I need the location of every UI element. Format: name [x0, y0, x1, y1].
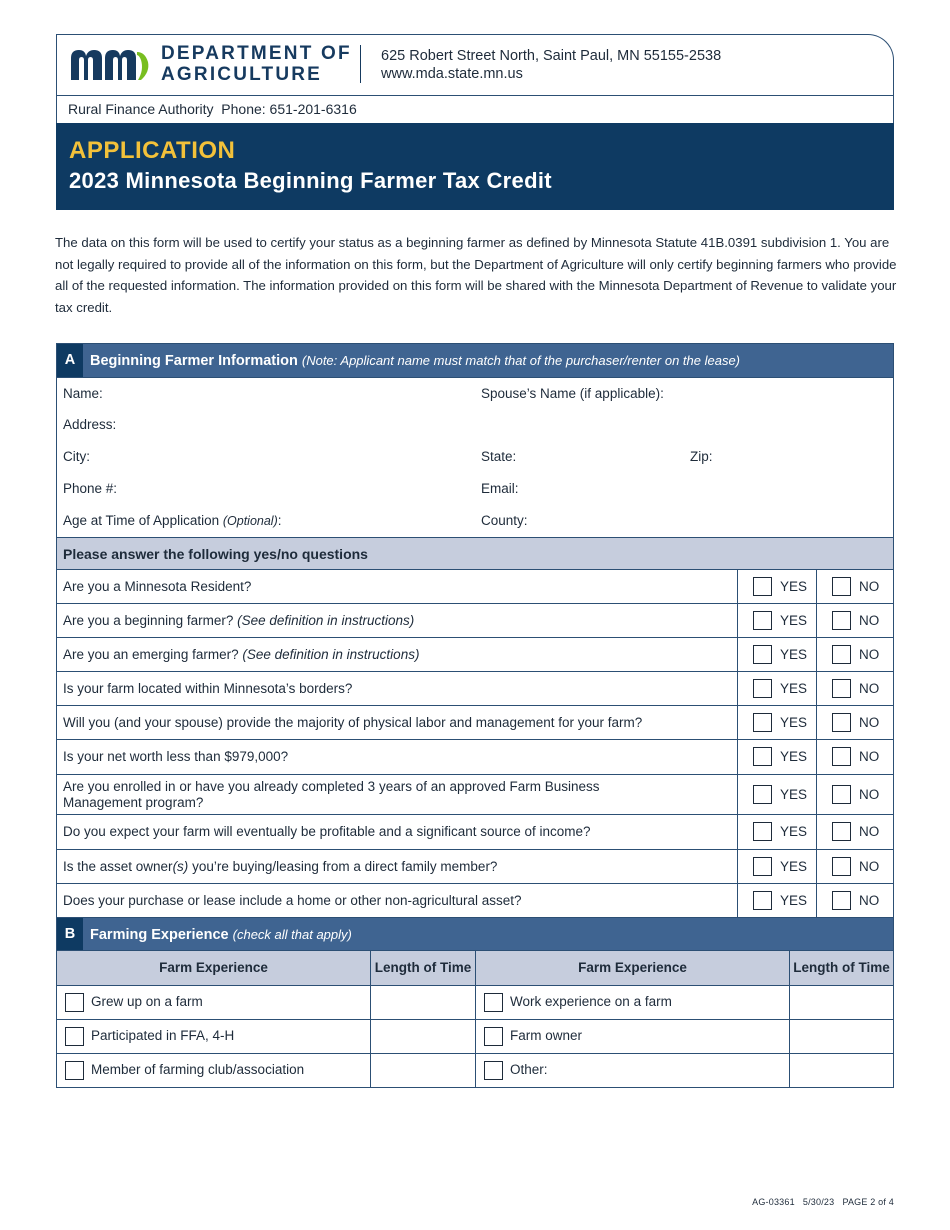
no-checkbox[interactable]	[832, 645, 851, 664]
yes-cell	[737, 672, 816, 705]
question-label: Is your farm located within Minnesota’s borders?	[63, 680, 353, 696]
no-checkbox[interactable]	[832, 713, 851, 732]
department-name	[161, 43, 352, 85]
question-text	[63, 570, 723, 603]
experience-checkbox[interactable]	[484, 1027, 503, 1046]
no-cell	[816, 775, 894, 814]
form-id: AG-03361	[752, 1197, 795, 1207]
question-row	[57, 774, 893, 814]
experience-option	[57, 1020, 370, 1054]
no-checkbox[interactable]	[832, 679, 851, 698]
length-of-time-input[interactable]	[371, 986, 475, 1020]
question-row	[57, 671, 893, 705]
yes-checkbox[interactable]	[753, 857, 772, 876]
yes-label: YES	[780, 646, 808, 662]
col-header-length: Length of Time	[371, 951, 475, 985]
experience-label: Farm owner	[510, 1028, 583, 1043]
section-a-title	[90, 344, 740, 378]
question-label: Is the asset owner	[63, 858, 173, 874]
section-a-header	[57, 344, 893, 377]
col-header-experience: Farm Experience	[57, 951, 370, 985]
no-cell	[816, 706, 894, 739]
mn-logo-icon	[69, 46, 151, 82]
experience-option	[57, 986, 370, 1020]
no-cell	[816, 850, 894, 883]
experience-option	[476, 1020, 789, 1054]
dept-line-2: AGRICULTURE	[161, 64, 323, 85]
yes-checkbox[interactable]	[753, 891, 772, 910]
question-label: Is your net worth less than $979,000?	[63, 749, 289, 764]
question-row	[57, 569, 893, 603]
no-label: NO	[859, 892, 880, 908]
yes-label: YES	[780, 612, 808, 628]
city-field[interactable]: City:	[63, 449, 90, 464]
no-label: NO	[859, 680, 880, 696]
no-cell	[816, 815, 894, 849]
yes-checkbox[interactable]	[753, 577, 772, 596]
intro-paragraph: The data on this form will be used to certify your status as a beginning farmer as defined by Minnesota Statute 41B.0391 subdivision 1. You are not legally required to provide all of the information on this form, but the Department of Agriculture will only certify beginning farmers who provide all of the requested information. The information provided on this form will be shared with the Minnesota Department of Revenue to validate your tax credit.	[55, 235, 897, 315]
section-b-letter: B	[57, 918, 83, 951]
yes-checkbox[interactable]	[753, 822, 772, 841]
experience-label: Participated in FFA, 4-H	[91, 1028, 235, 1043]
no-label: NO	[859, 646, 880, 662]
page-title: 2023 Minnesota Beginning Farmer Tax Credit	[69, 168, 552, 193]
experience-checkbox[interactable]	[484, 993, 503, 1012]
field-row-age	[57, 505, 893, 537]
yes-cell	[737, 815, 816, 849]
experience-label: Other:	[510, 1062, 548, 1077]
col-header-length: Length of Time	[790, 951, 893, 985]
question-text	[63, 604, 723, 637]
question-label: Are you enrolled in or have you already completed 3 years of an approved Farm Business Management program?	[63, 778, 600, 810]
question-text	[63, 815, 723, 849]
age-colon: :	[277, 513, 282, 528]
no-cell	[816, 884, 894, 917]
no-cell	[816, 672, 894, 705]
section-a-letter: A	[57, 344, 83, 377]
question-text	[63, 850, 723, 883]
question-label: Are you a Minnesota Resident?	[63, 578, 252, 594]
no-label: NO	[859, 824, 880, 839]
question-label-italic: (s)	[172, 858, 189, 874]
length-of-time-input[interactable]	[790, 986, 893, 1020]
experience-checkbox[interactable]	[484, 1061, 503, 1080]
department-address	[381, 47, 721, 83]
length-of-time-input[interactable]	[790, 1054, 893, 1088]
yes-label: YES	[780, 824, 808, 839]
yes-checkbox[interactable]	[753, 611, 772, 630]
question-note: (See definition in instructions)	[237, 612, 415, 628]
no-checkbox[interactable]	[832, 822, 851, 841]
no-label: NO	[859, 786, 880, 802]
yes-cell	[737, 604, 816, 637]
age-field[interactable]	[63, 513, 282, 528]
page-footer	[752, 1197, 894, 1207]
question-text	[63, 672, 723, 705]
county-field[interactable]: County:	[481, 513, 528, 528]
question-label: Will you (and your spouse) provide the majority of physical labor and management for your farm?	[63, 714, 643, 730]
experience-option	[476, 1054, 789, 1088]
yes-cell	[737, 775, 816, 814]
question-label: Does your purchase or lease include a home or other non-agricultural asset?	[63, 892, 522, 908]
email-field[interactable]: Email:	[481, 481, 519, 496]
yes-cell	[737, 570, 816, 603]
state-field[interactable]: State:	[481, 449, 517, 464]
question-label: Are you an emerging farmer?	[63, 646, 239, 662]
no-cell	[816, 570, 894, 603]
yes-label: YES	[780, 714, 808, 730]
section-b-note: (check all that apply)	[232, 927, 352, 942]
length-of-time-input[interactable]	[790, 1020, 893, 1054]
no-checkbox[interactable]	[832, 785, 851, 804]
address-field[interactable]: Address:	[63, 417, 117, 432]
age-optional-note: (Optional)	[222, 514, 278, 528]
experience-checkbox[interactable]	[65, 1061, 84, 1080]
yes-checkbox[interactable]	[753, 679, 772, 698]
age-label: Age at Time of Application	[63, 513, 220, 528]
field-row-name	[57, 377, 893, 409]
no-cell	[816, 638, 894, 671]
section-a-title-text: Beginning Farmer Information	[90, 353, 298, 369]
yes-cell	[737, 850, 816, 883]
page-number: PAGE 2 of 4	[842, 1197, 894, 1207]
question-label: Do you expect your farm will eventually be profitable and a significant source of income?	[63, 824, 591, 839]
header-divider	[360, 45, 361, 83]
section-b-title-text: Farming Experience	[90, 927, 229, 943]
section-a-note: (Note: Applicant name must match that of the purchaser/renter on the lease)	[301, 353, 741, 368]
experience-label: Grew up on a farm	[91, 994, 203, 1009]
banner-kicker: APPLICATION	[69, 137, 236, 164]
no-checkbox[interactable]	[832, 577, 851, 596]
yes-checkbox[interactable]	[753, 645, 772, 664]
field-row-city	[57, 441, 893, 473]
title-banner	[56, 123, 894, 210]
questions-header: Please answer the following yes/no questions	[57, 537, 893, 569]
yes-cell	[737, 706, 816, 739]
yes-label: YES	[780, 680, 808, 696]
section-b-header	[57, 917, 893, 950]
question-label-rest: you’re buying/leasing from a direct family member?	[188, 858, 498, 874]
question-row	[57, 814, 893, 849]
website-link[interactable]: www.mda.state.mn.us	[381, 66, 523, 82]
letterhead	[56, 34, 894, 95]
form-date: 5/30/23	[802, 1197, 835, 1207]
yes-label: YES	[780, 749, 808, 764]
length-of-time-input[interactable]	[371, 1020, 475, 1054]
experience-label: Work experience on a farm	[510, 994, 672, 1009]
experience-label: Member of farming club/association	[91, 1062, 305, 1077]
question-row	[57, 705, 893, 739]
phone-field[interactable]: Phone #:	[63, 481, 118, 496]
question-text	[63, 775, 623, 814]
field-row-phone	[57, 473, 893, 505]
question-text	[63, 706, 723, 739]
section-a	[56, 343, 894, 1088]
no-cell	[816, 740, 894, 774]
question-row	[57, 849, 893, 883]
dept-line-1: DEPARTMENT OF	[161, 43, 352, 64]
no-label: NO	[859, 578, 880, 594]
question-label: Are you a beginning farmer?	[63, 612, 234, 628]
name-field[interactable]: Name:	[63, 386, 103, 401]
question-row	[57, 739, 893, 774]
yes-cell	[737, 638, 816, 671]
no-checkbox[interactable]	[832, 747, 851, 766]
experience-option	[476, 986, 789, 1020]
yes-cell	[737, 884, 816, 917]
yes-checkbox[interactable]	[753, 713, 772, 732]
col-header-experience: Farm Experience	[476, 951, 789, 985]
no-label: NO	[859, 858, 880, 874]
question-text	[63, 884, 723, 917]
section-b-title	[90, 918, 352, 952]
no-label: NO	[859, 749, 880, 764]
yes-label: YES	[780, 578, 808, 594]
rfa-contact: Rural Finance Authority Phone: 651-201-6316	[56, 95, 894, 123]
question-row	[57, 603, 893, 637]
yes-label: YES	[780, 858, 808, 874]
yes-label: YES	[780, 786, 808, 802]
question-row	[57, 637, 893, 671]
no-checkbox[interactable]	[832, 891, 851, 910]
field-row-address	[57, 409, 893, 441]
spouse-name-field[interactable]: Spouse’s Name (if applicable):	[481, 386, 664, 401]
yes-cell	[737, 740, 816, 774]
question-text	[63, 638, 723, 671]
yes-label: YES	[780, 892, 808, 908]
no-cell	[816, 604, 894, 637]
farm-experience-table	[57, 950, 893, 1087]
experience-option	[57, 1054, 370, 1088]
no-checkbox[interactable]	[832, 611, 851, 630]
no-label: NO	[859, 714, 880, 730]
yes-checkbox[interactable]	[753, 785, 772, 804]
zip-field[interactable]: Zip:	[690, 449, 713, 464]
experience-checkbox[interactable]	[65, 1027, 84, 1046]
question-note: (See definition in instructions)	[242, 646, 420, 662]
yes-checkbox[interactable]	[753, 747, 772, 766]
experience-checkbox[interactable]	[65, 993, 84, 1012]
length-of-time-input[interactable]	[371, 1054, 475, 1088]
no-label: NO	[859, 612, 880, 628]
no-checkbox[interactable]	[832, 857, 851, 876]
question-text	[63, 740, 723, 774]
street-address: 625 Robert Street North, Saint Paul, MN 55155-2538	[381, 48, 722, 64]
question-row	[57, 883, 893, 917]
